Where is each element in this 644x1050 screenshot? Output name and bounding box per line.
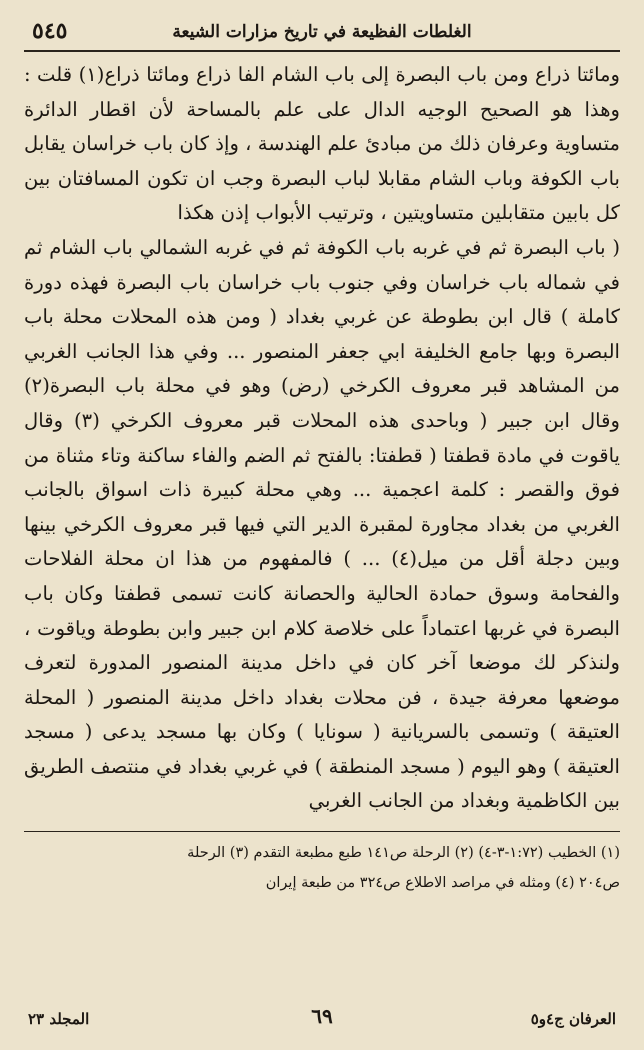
page-number: ٥٤٥ — [32, 18, 68, 44]
body-text — [24, 58, 620, 819]
running-title: الغلطات الفظيعة في تاريخ مزارات الشيعة — [172, 22, 472, 42]
page-header — [24, 16, 620, 52]
journal-issue: العرفان ج٤و٥ — [530, 1010, 616, 1028]
footnotes — [24, 838, 620, 898]
footnote-line-1: (١) الخطيب (١:٧٢-٣-٤) (٢) الرحلة ص١٤١ طبع مطبعة التقدم (٣) الرحلة — [187, 845, 620, 862]
page-footer — [28, 1004, 616, 1034]
folio-number: ٦٩ — [311, 1004, 333, 1028]
paragraph-2: ( باب البصرة ثم في غربه باب الكوفة ثم في غربه الشمالي باب الشام ثم في شماله باب خراسان وفي جنوب باب خراسان باب البصرة فهذه دورة كاملة ) قال ابن بطوطة عن غربي بغداد ( ومن هذه المحلات محلة باب البصرة وبها جامع الخليفة ابي جعفر المنصور ... وفي هذا الجانب الغربي من المشاهد قبر معروف الكرخي (رض) وهو في محلة باب البصرة(٢) وقال ابن جبير ( وباحدى هذه المحلات قبر معروف الكرخي (٣) وقال ياقوت في مادة قطفتا ( قطفتا: بالفتح ثم الضم والفاء ساكنة وتاء مثناة من فوق والقصر : كلمة اعجمية ... وهي محلة كبيرة ذات اسواق بالجانب الغربي من بغداد مجاورة لمقبرة الدير التي فيها قبر معروف الكرخي بينها وبين دجلة أقل من ميل(٤) ... ) فالمفهوم من هذا ان محلة الفلاحات والفحامة وسوق حمادة الحالية والحصانة كانت تسمى قطفتا وكان باب البصرة في غربها اعتماداً على خلاصة كلام ابن جبير وابن بطوطة وياقوت ، ولنذكر لك موضعا آخر كان في داخل مدينة المنصور المدورة لتعرف موضعها معرفة جيدة ، فن محلات بغداد داخل مدينة المنصور ( المحلة العتيقة ) وتسمى بالسريانية ( سونايا ) وكان بها مسجد يدعى ( مسجد العتيقة ) وهو اليوم ( مسجد المنطقة ) في غربي بغداد في منتصف الطريق بين الكاظمية وبغداد من الجانب الغربي — [24, 235, 620, 813]
volume-label: المجلد ٢٣ — [28, 1010, 90, 1028]
paragraph-1: ومائتا ذراع ومن باب البصرة إلى باب الشام الفا ذراع ومائتا ذراع(١) قلت : وهذا هو الصحيح الوجيه الدال على علم بالمساحة لأن اقطار الدائرة متساوية وعرفان ذلك من مبادئ علم الهندسة ، وإذ كان باب خراسان يقابل باب الكوفة وباب الشام مقابلا لباب البصرة وجب ان تكون المسافتان بين كل بابين متقابلين متساويتين ، وترتيب الأبواب إذن هكذا — [24, 63, 620, 225]
footnote-divider — [24, 831, 620, 832]
footnote-line-2: ص٢٠٤ (٤) ومثله في مراصد الاطلاع ص٣٢٤ من طبعة إيران — [265, 875, 620, 892]
